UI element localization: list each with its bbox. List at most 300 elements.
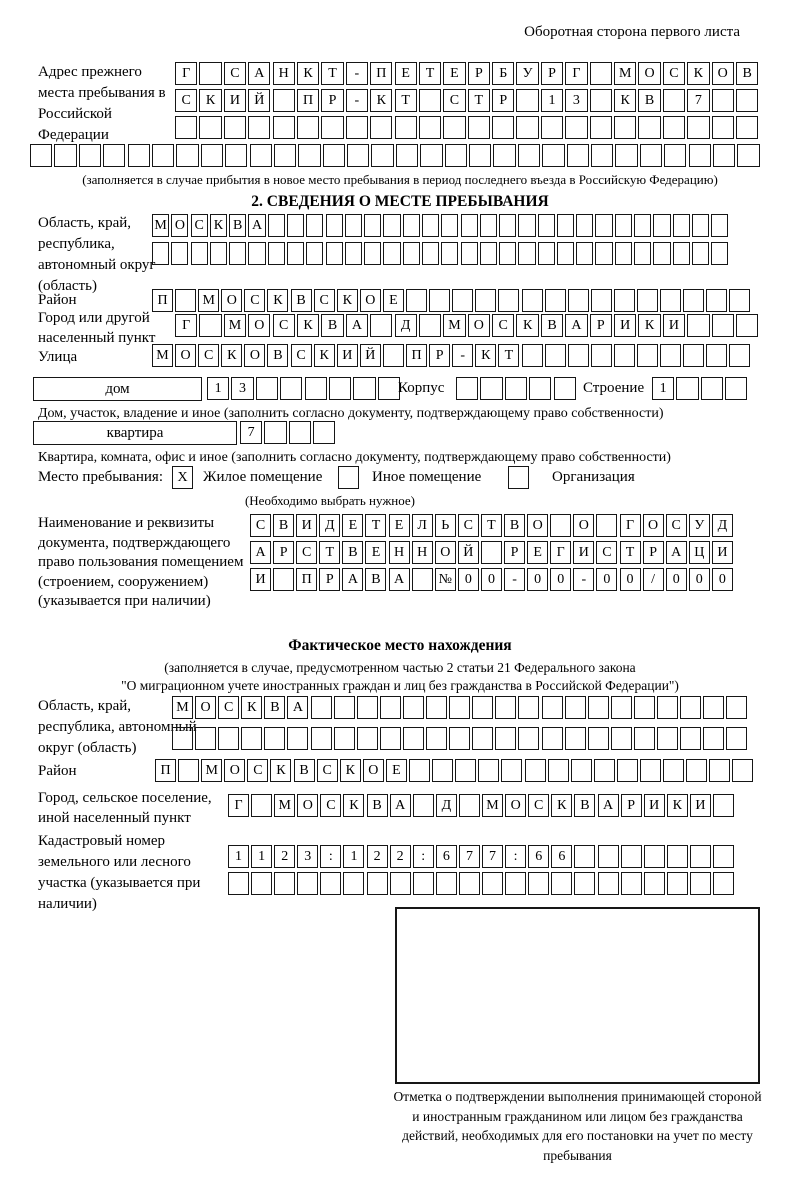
char-box[interactable] <box>403 214 420 237</box>
char-box[interactable] <box>191 242 208 265</box>
char-box[interactable] <box>657 696 678 719</box>
char-box[interactable]: И <box>296 514 317 537</box>
char-box[interactable] <box>251 794 272 817</box>
char-box[interactable]: Р <box>504 541 525 564</box>
char-box[interactable] <box>289 421 311 444</box>
char-box[interactable] <box>298 144 320 167</box>
char-box[interactable]: С <box>528 794 549 817</box>
char-box[interactable]: В <box>342 541 363 564</box>
char-box[interactable] <box>380 696 401 719</box>
char-box[interactable]: М <box>152 344 173 367</box>
char-box[interactable] <box>598 872 619 895</box>
char-box[interactable] <box>736 89 758 112</box>
char-box[interactable]: Р <box>541 62 563 85</box>
char-box[interactable]: О <box>171 214 188 237</box>
char-box[interactable] <box>594 759 615 782</box>
char-box[interactable] <box>152 144 174 167</box>
char-box[interactable] <box>403 727 424 750</box>
char-box[interactable] <box>264 727 285 750</box>
char-box[interactable]: Д <box>395 314 417 337</box>
char-box[interactable] <box>712 314 734 337</box>
char-box[interactable]: Г <box>565 62 587 85</box>
char-box[interactable] <box>538 242 555 265</box>
char-box[interactable]: Д <box>436 794 457 817</box>
char-box[interactable]: К <box>297 62 319 85</box>
char-box[interactable] <box>468 116 490 139</box>
char-box[interactable] <box>726 727 747 750</box>
char-box[interactable] <box>449 727 470 750</box>
char-box[interactable]: С <box>492 314 514 337</box>
char-box[interactable]: : <box>505 845 526 868</box>
char-box[interactable] <box>201 144 223 167</box>
char-box[interactable] <box>690 872 711 895</box>
char-box[interactable]: А <box>666 541 687 564</box>
char-box[interactable]: В <box>365 568 386 591</box>
char-box[interactable] <box>545 289 566 312</box>
char-box[interactable] <box>663 89 685 112</box>
char-box[interactable] <box>353 377 375 400</box>
char-box[interactable]: К <box>199 89 221 112</box>
char-box[interactable] <box>588 727 609 750</box>
char-box[interactable] <box>713 144 735 167</box>
char-box[interactable] <box>737 144 759 167</box>
char-box[interactable]: Г <box>550 541 571 564</box>
char-box[interactable]: П <box>297 89 319 112</box>
char-box[interactable]: Т <box>620 541 641 564</box>
char-box[interactable] <box>480 242 497 265</box>
char-box[interactable] <box>297 872 318 895</box>
char-box[interactable]: А <box>248 214 265 237</box>
char-box[interactable] <box>518 242 535 265</box>
char-box[interactable] <box>250 144 272 167</box>
char-box[interactable]: Б <box>492 62 514 85</box>
char-box[interactable] <box>406 289 427 312</box>
char-box[interactable] <box>395 116 417 139</box>
char-box[interactable]: М <box>224 314 246 337</box>
char-box[interactable]: К <box>370 89 392 112</box>
char-box[interactable] <box>274 144 296 167</box>
char-box[interactable] <box>529 377 551 400</box>
char-box[interactable]: К <box>210 214 227 237</box>
char-box[interactable]: Н <box>412 541 433 564</box>
char-box[interactable] <box>432 759 453 782</box>
char-box[interactable] <box>640 759 661 782</box>
char-box[interactable] <box>311 727 332 750</box>
char-box[interactable] <box>711 214 728 237</box>
char-box[interactable]: П <box>155 759 176 782</box>
char-box[interactable]: Р <box>273 541 294 564</box>
char-box[interactable]: С <box>198 344 219 367</box>
char-box[interactable] <box>422 214 439 237</box>
char-box[interactable] <box>538 214 555 237</box>
char-box[interactable]: : <box>320 845 341 868</box>
char-box[interactable]: К <box>270 759 291 782</box>
char-box[interactable] <box>522 344 543 367</box>
char-box[interactable] <box>614 289 635 312</box>
char-box[interactable] <box>224 116 246 139</box>
char-box[interactable]: М <box>152 214 169 237</box>
char-box[interactable] <box>256 377 278 400</box>
char-box[interactable] <box>518 696 539 719</box>
char-box[interactable] <box>574 845 595 868</box>
char-box[interactable] <box>706 344 727 367</box>
char-box[interactable]: О <box>573 514 594 537</box>
char-box[interactable] <box>396 144 418 167</box>
char-box[interactable] <box>687 314 709 337</box>
char-box[interactable]: 0 <box>620 568 641 591</box>
char-box[interactable]: С <box>317 759 338 782</box>
char-box[interactable]: К <box>687 62 709 85</box>
char-box[interactable]: И <box>614 314 636 337</box>
char-box[interactable] <box>313 421 335 444</box>
char-box[interactable] <box>413 872 434 895</box>
char-box[interactable]: С <box>596 541 617 564</box>
char-box[interactable] <box>712 89 734 112</box>
char-box[interactable] <box>525 759 546 782</box>
char-box[interactable]: О <box>360 289 381 312</box>
char-box[interactable] <box>305 377 327 400</box>
char-box[interactable]: 7 <box>240 421 262 444</box>
char-box[interactable]: А <box>287 696 308 719</box>
char-box[interactable] <box>443 116 465 139</box>
char-box[interactable] <box>441 214 458 237</box>
char-box[interactable] <box>456 377 478 400</box>
char-box[interactable] <box>568 289 589 312</box>
char-box[interactable] <box>320 872 341 895</box>
char-box[interactable] <box>634 214 651 237</box>
char-box[interactable] <box>30 144 52 167</box>
char-box[interactable] <box>357 696 378 719</box>
char-box[interactable]: О <box>224 759 245 782</box>
char-box[interactable] <box>429 289 450 312</box>
char-box[interactable] <box>703 727 724 750</box>
char-box[interactable] <box>516 116 538 139</box>
char-box[interactable]: В <box>736 62 758 85</box>
char-box[interactable]: В <box>574 794 595 817</box>
char-box[interactable]: М <box>482 794 503 817</box>
char-box[interactable]: И <box>337 344 358 367</box>
char-box[interactable] <box>611 727 632 750</box>
char-box[interactable] <box>660 289 681 312</box>
char-box[interactable] <box>364 242 381 265</box>
char-box[interactable]: М <box>614 62 636 85</box>
char-box[interactable]: В <box>264 696 285 719</box>
char-box[interactable] <box>274 872 295 895</box>
char-box[interactable] <box>228 872 249 895</box>
char-box[interactable]: У <box>516 62 538 85</box>
char-box[interactable]: О <box>468 314 490 337</box>
char-box[interactable]: Н <box>273 62 295 85</box>
char-box[interactable] <box>621 845 642 868</box>
char-box[interactable]: К <box>667 794 688 817</box>
char-box[interactable]: С <box>291 344 312 367</box>
char-box[interactable] <box>426 696 447 719</box>
char-box[interactable] <box>306 214 323 237</box>
char-box[interactable] <box>334 696 355 719</box>
char-box[interactable]: О <box>195 696 216 719</box>
char-box[interactable] <box>280 377 302 400</box>
char-box[interactable]: Е <box>386 759 407 782</box>
char-box[interactable]: Е <box>443 62 465 85</box>
char-box[interactable] <box>171 242 188 265</box>
char-box[interactable] <box>557 214 574 237</box>
char-box[interactable]: А <box>250 541 271 564</box>
char-box[interactable]: Ц <box>689 541 710 564</box>
char-box[interactable]: Т <box>498 344 519 367</box>
char-box[interactable]: В <box>267 344 288 367</box>
char-box[interactable] <box>689 144 711 167</box>
char-box[interactable]: В <box>273 514 294 537</box>
char-box[interactable] <box>175 116 197 139</box>
char-box[interactable] <box>79 144 101 167</box>
char-box[interactable]: О <box>527 514 548 537</box>
char-box[interactable] <box>706 289 727 312</box>
char-box[interactable] <box>459 872 480 895</box>
char-box[interactable] <box>264 421 286 444</box>
char-box[interactable] <box>554 377 576 400</box>
char-box[interactable] <box>638 116 660 139</box>
char-box[interactable]: И <box>250 568 271 591</box>
char-box[interactable]: У <box>689 514 710 537</box>
char-box[interactable] <box>241 727 262 750</box>
char-box[interactable]: А <box>342 568 363 591</box>
char-box[interactable]: Д <box>319 514 340 537</box>
char-box[interactable] <box>321 116 343 139</box>
char-box[interactable]: Р <box>319 568 340 591</box>
char-box[interactable]: И <box>712 541 733 564</box>
char-box[interactable] <box>326 214 343 237</box>
char-box[interactable]: В <box>504 514 525 537</box>
char-box[interactable]: Е <box>383 289 404 312</box>
char-box[interactable] <box>326 242 343 265</box>
char-box[interactable] <box>210 242 227 265</box>
char-box[interactable] <box>505 377 527 400</box>
char-box[interactable] <box>380 727 401 750</box>
char-box[interactable] <box>729 289 750 312</box>
char-box[interactable] <box>248 242 265 265</box>
char-box[interactable] <box>692 242 709 265</box>
char-box[interactable] <box>528 872 549 895</box>
char-box[interactable]: С <box>320 794 341 817</box>
char-box[interactable]: С <box>175 89 197 112</box>
char-box[interactable]: С <box>218 696 239 719</box>
char-box[interactable]: В <box>367 794 388 817</box>
char-box[interactable]: 1 <box>228 845 249 868</box>
char-box[interactable]: А <box>565 314 587 337</box>
char-box[interactable]: С <box>250 514 271 537</box>
char-box[interactable] <box>268 214 285 237</box>
char-box[interactable] <box>653 242 670 265</box>
char-box[interactable] <box>371 144 393 167</box>
char-box[interactable] <box>370 314 392 337</box>
char-box[interactable]: К <box>267 289 288 312</box>
char-box[interactable]: 7 <box>482 845 503 868</box>
char-box[interactable]: Г <box>228 794 249 817</box>
char-box[interactable] <box>595 214 612 237</box>
char-box[interactable]: С <box>224 62 246 85</box>
char-box[interactable]: 1 <box>251 845 272 868</box>
char-box[interactable] <box>621 872 642 895</box>
char-box[interactable]: 2 <box>367 845 388 868</box>
char-box[interactable]: С <box>191 214 208 237</box>
char-box[interactable] <box>449 696 470 719</box>
char-box[interactable] <box>634 242 651 265</box>
checkbox-zhiloe[interactable]: X <box>172 466 193 489</box>
char-box[interactable] <box>667 845 688 868</box>
char-box[interactable]: : <box>413 845 434 868</box>
char-box[interactable]: И <box>690 794 711 817</box>
char-box[interactable] <box>499 214 516 237</box>
char-box[interactable]: С <box>244 289 265 312</box>
char-box[interactable]: Й <box>458 541 479 564</box>
char-box[interactable]: Л <box>412 514 433 537</box>
char-box[interactable] <box>346 116 368 139</box>
char-box[interactable]: Р <box>590 314 612 337</box>
char-box[interactable] <box>614 344 635 367</box>
char-box[interactable]: - <box>346 62 368 85</box>
char-box[interactable]: Р <box>643 541 664 564</box>
char-box[interactable] <box>634 696 655 719</box>
char-box[interactable] <box>518 214 535 237</box>
char-box[interactable] <box>409 759 430 782</box>
char-box[interactable]: 3 <box>565 89 587 112</box>
char-box[interactable] <box>472 696 493 719</box>
char-box[interactable] <box>590 89 612 112</box>
char-box[interactable]: Т <box>419 62 441 85</box>
char-box[interactable] <box>461 242 478 265</box>
char-box[interactable]: В <box>541 314 563 337</box>
char-box[interactable]: О <box>638 62 660 85</box>
char-box[interactable] <box>426 727 447 750</box>
char-box[interactable] <box>568 344 589 367</box>
char-box[interactable]: 1 <box>541 89 563 112</box>
char-box[interactable] <box>445 144 467 167</box>
char-box[interactable] <box>667 872 688 895</box>
char-box[interactable] <box>595 242 612 265</box>
char-box[interactable] <box>461 214 478 237</box>
char-box[interactable] <box>103 144 125 167</box>
char-box[interactable]: Т <box>481 514 502 537</box>
char-box[interactable]: О <box>712 62 734 85</box>
char-box[interactable] <box>225 144 247 167</box>
char-box[interactable] <box>565 727 586 750</box>
char-box[interactable]: О <box>221 289 242 312</box>
char-box[interactable] <box>617 759 638 782</box>
char-box[interactable]: О <box>363 759 384 782</box>
char-box[interactable] <box>690 845 711 868</box>
char-box[interactable]: Г <box>620 514 641 537</box>
char-box[interactable] <box>469 144 491 167</box>
char-box[interactable] <box>660 344 681 367</box>
char-box[interactable]: А <box>389 568 410 591</box>
char-box[interactable]: К <box>343 794 364 817</box>
char-box[interactable]: С <box>273 314 295 337</box>
char-box[interactable] <box>492 116 514 139</box>
char-box[interactable]: О <box>175 344 196 367</box>
char-box[interactable] <box>493 144 515 167</box>
char-box[interactable]: Г <box>175 62 197 85</box>
char-box[interactable] <box>505 872 526 895</box>
char-box[interactable] <box>419 89 441 112</box>
char-box[interactable]: М <box>274 794 295 817</box>
char-box[interactable] <box>663 759 684 782</box>
char-box[interactable]: М <box>172 696 193 719</box>
char-box[interactable]: К <box>516 314 538 337</box>
char-box[interactable] <box>713 845 734 868</box>
char-box[interactable]: М <box>443 314 465 337</box>
char-box[interactable]: 0 <box>550 568 571 591</box>
char-box[interactable] <box>637 344 658 367</box>
char-box[interactable]: 6 <box>528 845 549 868</box>
char-box[interactable] <box>297 116 319 139</box>
char-box[interactable]: О <box>297 794 318 817</box>
char-box[interactable] <box>709 759 730 782</box>
char-box[interactable]: П <box>370 62 392 85</box>
char-box[interactable] <box>347 144 369 167</box>
char-box[interactable] <box>499 242 516 265</box>
char-box[interactable]: Р <box>468 62 490 85</box>
char-box[interactable] <box>273 568 294 591</box>
char-box[interactable]: Е <box>395 62 417 85</box>
char-box[interactable]: К <box>340 759 361 782</box>
char-box[interactable] <box>273 116 295 139</box>
char-box[interactable]: А <box>598 794 619 817</box>
char-box[interactable]: 0 <box>666 568 687 591</box>
char-box[interactable] <box>481 541 502 564</box>
char-box[interactable] <box>614 116 636 139</box>
char-box[interactable] <box>199 62 221 85</box>
char-box[interactable]: 1 <box>207 377 229 400</box>
char-box[interactable] <box>541 116 563 139</box>
char-box[interactable]: П <box>296 568 317 591</box>
char-box[interactable]: П <box>406 344 427 367</box>
char-box[interactable] <box>516 89 538 112</box>
char-box[interactable] <box>480 377 502 400</box>
char-box[interactable] <box>542 696 563 719</box>
char-box[interactable] <box>128 144 150 167</box>
char-box[interactable] <box>455 759 476 782</box>
char-box[interactable] <box>590 116 612 139</box>
char-box[interactable] <box>420 144 442 167</box>
char-box[interactable]: 1 <box>652 377 674 400</box>
char-box[interactable] <box>711 242 728 265</box>
char-box[interactable]: И <box>224 89 246 112</box>
char-box[interactable] <box>726 696 747 719</box>
char-box[interactable] <box>644 872 665 895</box>
char-box[interactable]: К <box>314 344 335 367</box>
char-box[interactable]: 0 <box>596 568 617 591</box>
char-box[interactable] <box>565 696 586 719</box>
char-box[interactable]: М <box>198 289 219 312</box>
char-box[interactable] <box>329 377 351 400</box>
char-box[interactable] <box>596 514 617 537</box>
char-box[interactable] <box>367 872 388 895</box>
char-box[interactable] <box>495 696 516 719</box>
char-box[interactable] <box>152 242 169 265</box>
char-box[interactable] <box>403 242 420 265</box>
char-box[interactable] <box>495 727 516 750</box>
char-box[interactable]: О <box>643 514 664 537</box>
char-box[interactable] <box>551 872 572 895</box>
char-box[interactable] <box>498 289 519 312</box>
char-box[interactable] <box>311 696 332 719</box>
char-box[interactable]: В <box>291 289 312 312</box>
char-box[interactable] <box>736 314 758 337</box>
char-box[interactable]: С <box>247 759 268 782</box>
char-box[interactable]: Ь <box>435 514 456 537</box>
char-box[interactable] <box>550 514 571 537</box>
char-box[interactable]: К <box>475 344 496 367</box>
